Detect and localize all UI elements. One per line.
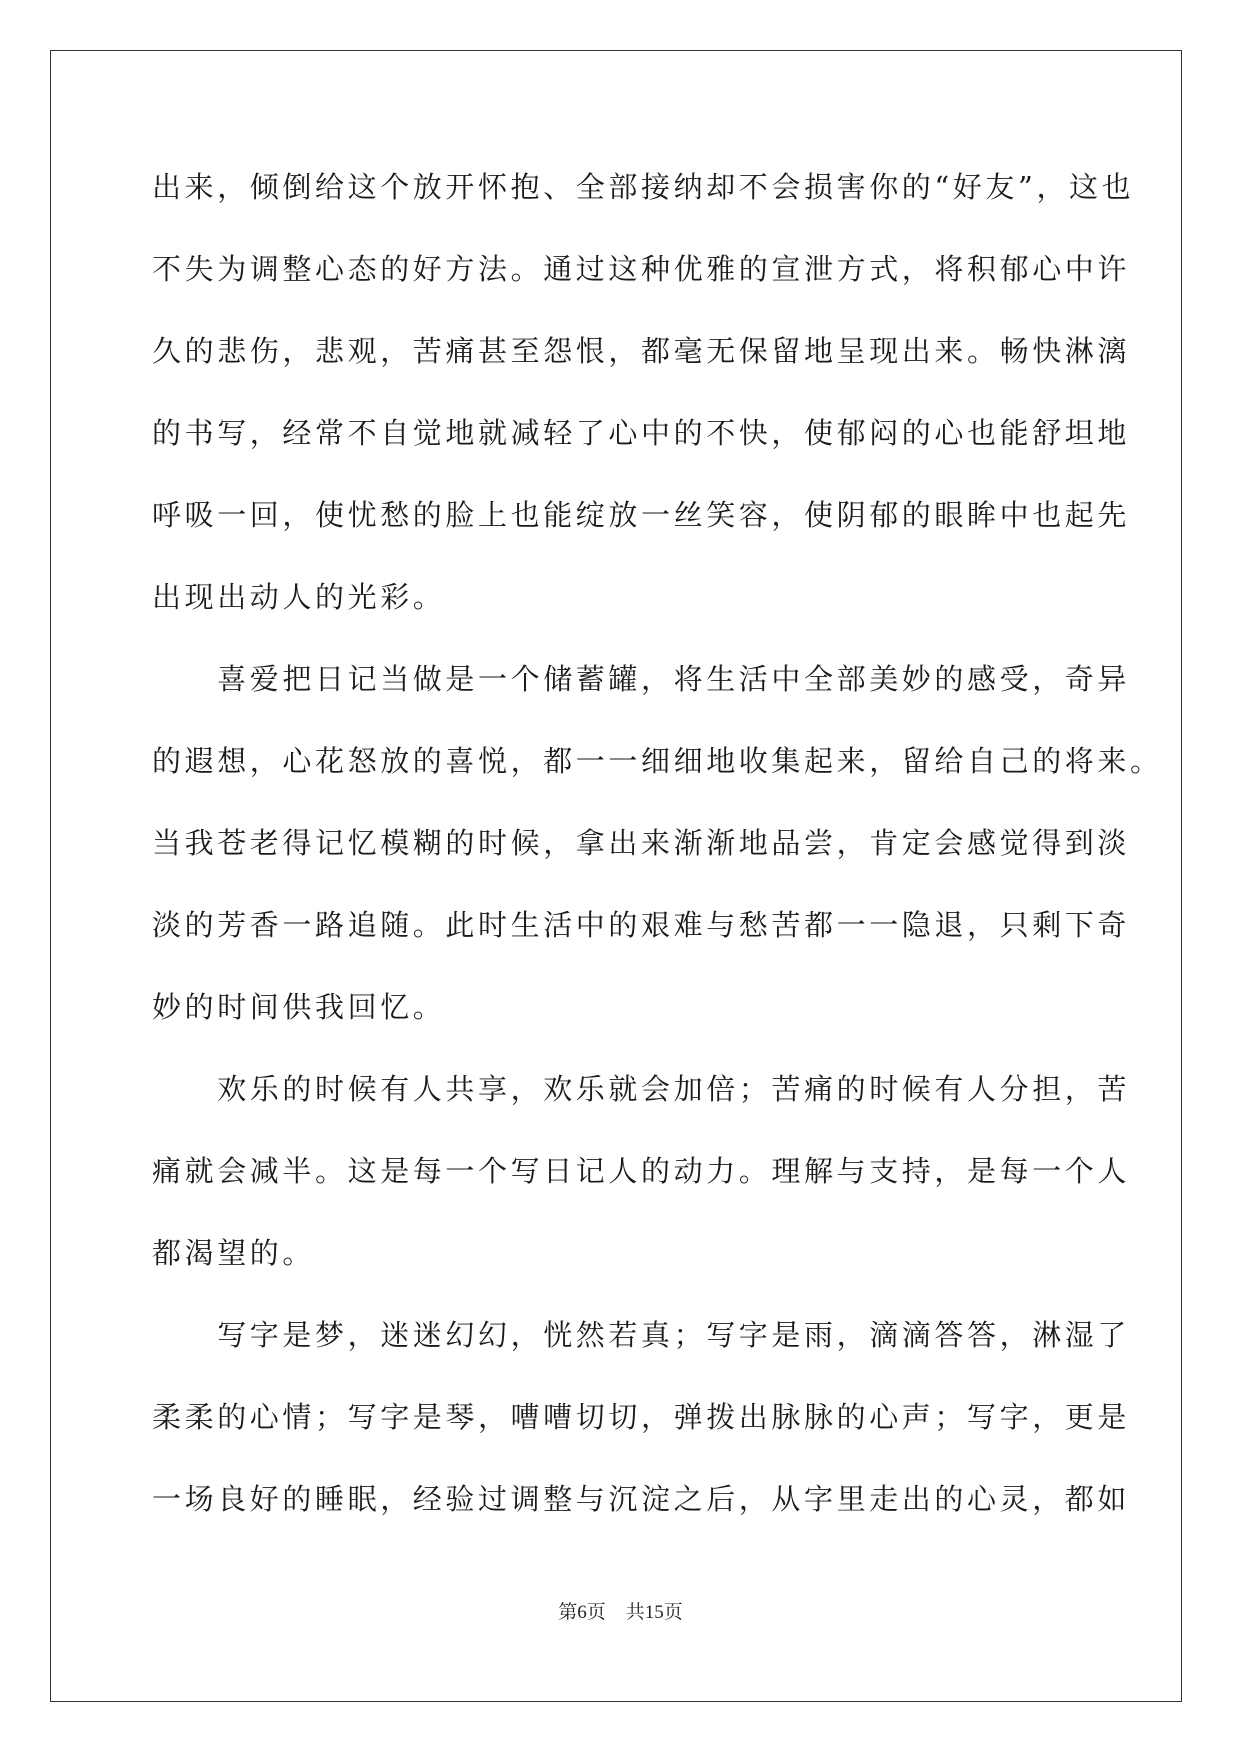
text-line: 出来，倾倒给这个放开怀抱、全部接纳却不会损害你的“好友”，这也 — [152, 170, 1135, 204]
page-number: 第6页 — [558, 1602, 606, 1623]
text-line: 当我苍老得记忆模糊的时候，拿出来渐渐地品尝，肯定会感觉得到淡 — [152, 826, 1131, 860]
text-line: 不失为调整心态的好方法。通过这种优雅的宣泄方式，将积郁心中许 — [152, 252, 1131, 286]
page-footer — [0, 1597, 1241, 1624]
text-line: 呼吸一回，使忧愁的脸上也能绽放一丝笑容，使阴郁的眼眸中也起先 — [152, 498, 1131, 532]
text-line: 痛就会减半。这是每一个写日记人的动力。理解与支持，是每一个人 — [152, 1154, 1131, 1188]
text-line: 写字是梦，迷迷幻幻，恍然若真；写字是雨，滴滴答答，淋湿了 — [152, 1318, 1131, 1352]
text-line: 一场良好的睡眠，经验过调整与沉淀之后，从字里走出的心灵，都如 — [152, 1482, 1131, 1516]
text-line: 出现出动人的光彩。 — [152, 580, 446, 614]
text-line: 淡的芳香一路追随。此时生活中的艰难与愁苦都一一隐退，只剩下奇 — [152, 908, 1131, 942]
text-line: 的遐想，心花怒放的喜悦，都一一细细地收集起来，留给自己的将来。 — [152, 744, 1163, 778]
text-line: 柔柔的心情；写字是琴，嘈嘈切切，弹拨出脉脉的心声；写字，更是 — [152, 1400, 1131, 1434]
text-line: 喜爱把日记当做是一个储蓄罐，将生活中全部美妙的感受，奇异 — [152, 662, 1131, 696]
text-line: 妙的时间供我回忆。 — [152, 990, 446, 1024]
page-total: 共15页 — [625, 1602, 683, 1623]
text-line: 都渴望的。 — [152, 1236, 316, 1270]
text-line: 欢乐的时候有人共享，欢乐就会加倍；苦痛的时候有人分担，苦 — [152, 1072, 1131, 1106]
document-body — [152, 158, 1163, 1552]
text-line: 的书写，经常不自觉地就减轻了心中的不快，使郁闷的心也能舒坦地 — [152, 416, 1131, 450]
text-line: 久的悲伤，悲观，苦痛甚至怨恨，都毫无保留地呈现出来。畅快淋漓 — [152, 334, 1131, 368]
